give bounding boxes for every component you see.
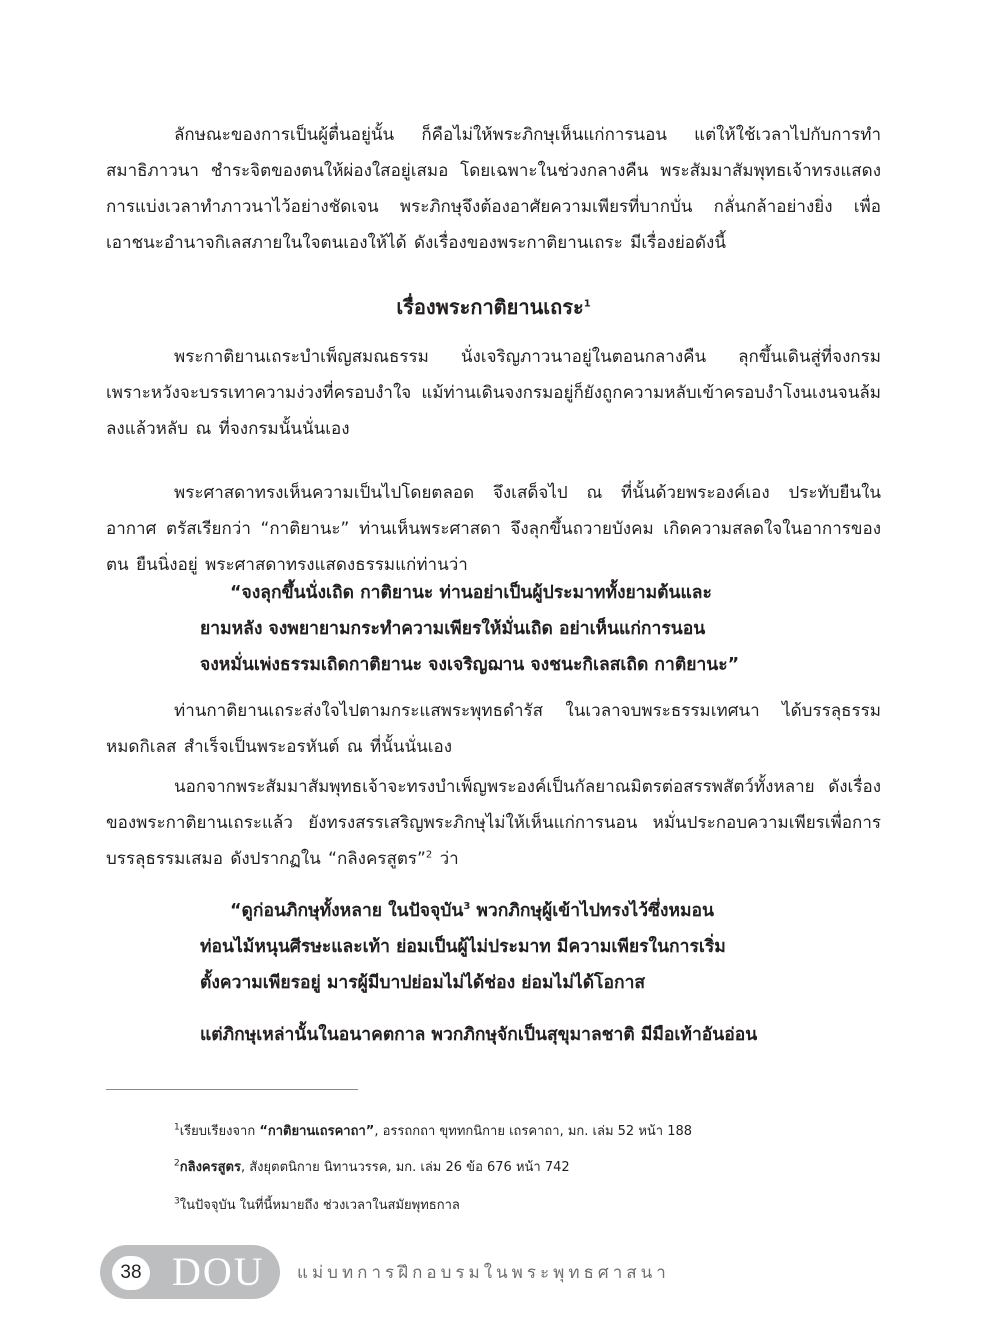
footer-pill [100, 1245, 280, 1299]
book-title: แม่บทการฝึกอบรมในพระพุทธศาสนา [297, 1263, 670, 1283]
sutta-quote [200, 893, 780, 1001]
sutta-intro-text: นอกจากพระสัมมาสัมพุทธเจ้าจะทรงบำเพ็ญพระองค์เป็นกัลยาณมิตรต่อสรรพสัตว์ทั้งหลาย ดังเรื่องของพระกาติยานเถระแล้ว ยังทรงสรรเสริญพระภิกษุไม่ให้เห็นแก่การนอน หมั่นประกอบความเพียรเพื่อการบรรลุธรรมเสมอ ดังปรากฏใน “กลิงครสูตร” [106, 777, 881, 869]
quote-line-end: พวกภิกษุผู้เข้าไปทรงไว้ซึ่งหมอน [470, 901, 715, 921]
quote-line: แต่ภิกษุเหล่านั้นในอนาคตกาล พวกภิกษุจักเป็นสุขุมาลชาติ มีมือเท้าอันอ่อน [200, 1025, 758, 1045]
sutta-intro-tail: ว่า [432, 849, 459, 869]
dou-logo: DOU [172, 1249, 265, 1294]
quote-line [200, 893, 780, 929]
story-paragraph-2: พระศาสดาทรงเห็นความเป็นไปโดยตลอด จึงเสด็จไป ณ ที่นั้นด้วยพระองค์เอง ประทับยืนในอากาศ ตรัสเรียกว่า “กาติยานะ” ท่านเห็นพระศาสดา จึงลุกขึ้นถวายบังคม เกิดความสลดใจในอาการของตน ยืนนิ่งอยู่ พระศาสดาทรงแสดงธรรมแก่ท่านว่า [106, 483, 881, 575]
story-paragraph-1: พระกาติยานเถระบำเพ็ญสมณธรรม นั่งเจริญภาวนาอยู่ในตอนกลางคืน ลุกขึ้นเดินสู่ที่จงกรม เพราะหวังจะบรรเทาความง่วงที่ครอบงำใจ แม้ท่านเดินจงกรมอยู่ก็ยังถูกความหลับเข้าครอบงำโงนเงนจนล้มลงแล้วหลับ ณ ที่จงกรมนั้นนั่นเอง [106, 347, 881, 439]
footnote-source: , อรรถกถา ขุททกนิกาย เถรคาถา, มก. เล่ม 52 หน้า 188 [374, 1124, 693, 1139]
quote-line: ท่อนไม้หนุนศีรษะและเท้า ย่อมเป็นผู้ไม่ประมาท มีความเพียรในการเริ่ม [200, 937, 726, 957]
quote-line: จงหมั่นเพ่งธรรมเถิดกาติยานะ จงเจริญฌาน จงชนะกิเลสเถิด กาติยานะ” [200, 655, 740, 675]
footnote-2 [174, 1158, 874, 1178]
buddha-quote-1 [200, 575, 780, 683]
footnote-divider [106, 1089, 358, 1090]
page-number: 38 [112, 1256, 150, 1290]
footnote-1 [174, 1122, 874, 1142]
sutta-quote-continued [200, 1017, 780, 1053]
footnote-text: เรียบเรียงจาก [179, 1124, 260, 1139]
footnote-title: กลิงครสูตร [179, 1160, 241, 1175]
quote-line: “จงลุกขึ้นนั่งเถิด กาติยานะ ท่านอย่าเป็นผู้ประมาททั้งยามต้นและ [230, 583, 712, 603]
footnote-ref-2: 2 [425, 849, 433, 861]
story-heading [106, 289, 881, 325]
footnote-ref-3: 3 [463, 901, 471, 913]
quote-line-start: “ดูก่อนภิกษุทั้งหลาย ในปัจจุบัน [230, 901, 464, 921]
quote-line: ยามหลัง จงพยายามกระทำความเพียรให้มั่นเถิด อย่าเห็นแก่การนอน [200, 619, 706, 639]
sutta-intro-paragraph [106, 769, 881, 877]
quote-line: ตั้งความเพียรอยู่ มารผู้มีบาปย่อมไม่ได้ช่อง ย่อมไม่ได้โอกาส [200, 973, 646, 993]
footnote-mark: 3 [174, 1196, 180, 1207]
footnote-ref-1: 1 [583, 298, 591, 310]
intro-paragraph: ลักษณะของการเป็นผู้ตื่นอยู่นั้น ก็คือไม่ให้พระภิกษุเห็นแก่การนอน แต่ให้ใช้เวลาไปกับการทำสมาธิภาวนา ชำระจิตของตนให้ผ่องใสอยู่เสมอ โดยเฉพาะในช่วงกลางคืน พระสัมมาสัมพุทธเจ้าทรงแสดงการแบ่งเวลาทำภาวนาไว้อย่างชัดเจน พระภิกษุจึงต้องอาศัยความเพียรที่บากบั่น กลั่นกล้าอย่างยิ่ง เพื่อเอาชนะอำนาจกิเลสภายในใจตนเองให้ได้ ดังเรื่องของพระกาติยานเถระ มีเรื่องย่อดังนี้ [106, 125, 881, 253]
footnote-mark: 1 [174, 1122, 180, 1133]
story-paragraph-3: ท่านกาติยานเถระส่งใจไปตามกระแสพระพุทธดำรัส ในเวลาจบพระธรรมเทศนา ได้บรรลุธรรมหมดกิเลส สำเร็จเป็นพระอรหันต์ ณ ที่นั้นนั่นเอง [106, 701, 881, 757]
story-heading-text: เรื่องพระกาติยานเถระ [396, 295, 584, 319]
footnote-source: , สังยุตตนิกาย นิทานวรรค, มก. เล่ม 26 ข้อ 676 หน้า 742 [240, 1160, 570, 1175]
footnote-text: ในปัจจุบัน ในที่นี้หมายถึง ช่วงเวลาในสมัยพุทธกาล [179, 1198, 460, 1213]
footnote-mark: 2 [174, 1158, 180, 1169]
footnote-title: “กาติยานเถรคาถา” [259, 1124, 375, 1139]
footnote-3 [174, 1196, 874, 1216]
page-footer [100, 1245, 800, 1299]
